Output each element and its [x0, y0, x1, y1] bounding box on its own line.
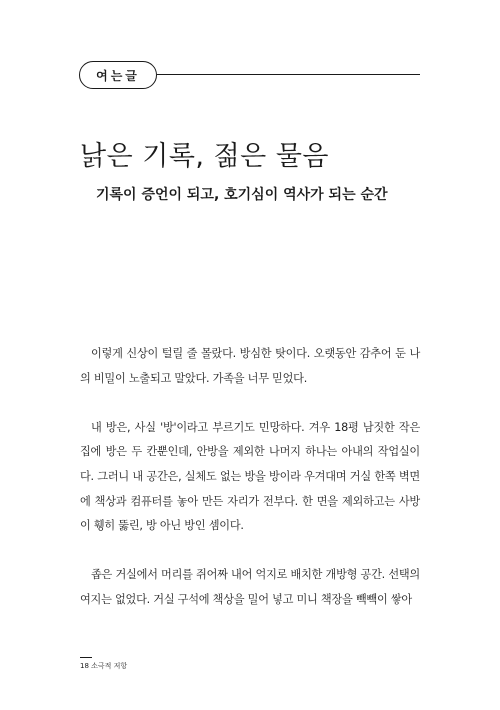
- section-divider-line: [157, 74, 420, 75]
- running-book-title: 소극적 저항: [91, 662, 128, 670]
- body-text: [80, 342, 420, 613]
- paragraph: 이렇게 신상이 털릴 줄 몰랐다. 방심한 탓이다. 오랫동안 감추어 둔 나의 비밀이 노출되고 말았다. 가족을 너무 믿었다.: [80, 347, 420, 385]
- footer-rule: [80, 657, 92, 658]
- section-label: [79, 61, 157, 89]
- chapter-title: 낡은 기록, 젊은 물음: [80, 141, 329, 172]
- page-footer: [80, 661, 127, 671]
- section-label-text: 여는글: [96, 68, 140, 83]
- chapter-subtitle: 기록이 증언이 되고, 호기심이 역사가 되는 순간: [96, 187, 388, 203]
- paragraph: 내 방은, 사실 '방'이라고 부르기도 민망하다. 겨우 18평 남짓한 작은 집에 방은 두 칸뿐인데, 안방을 제외한 나머지 하나는 아내의 작업실이다. 그러니 내 공간은, 실체도 없는 방을 방이라 우겨대며 거실 한쪽 벽면에 책상과 컴퓨터를 놓아 만든 자리가 전부다. 한 면을 제외하고는 사방이 휑히 뚫린, 방 아닌 방인 셈이다.: [80, 420, 420, 533]
- paragraph: 좁은 거실에서 머리를 쥐어짜 내어 억지로 배치한 개방형 공간. 선택의 여지는 없었다. 거실 구석에 책상을 밀어 넣고 미니 책장을 빽빽이 쌓아: [80, 568, 420, 606]
- page-number: 18: [80, 662, 89, 670]
